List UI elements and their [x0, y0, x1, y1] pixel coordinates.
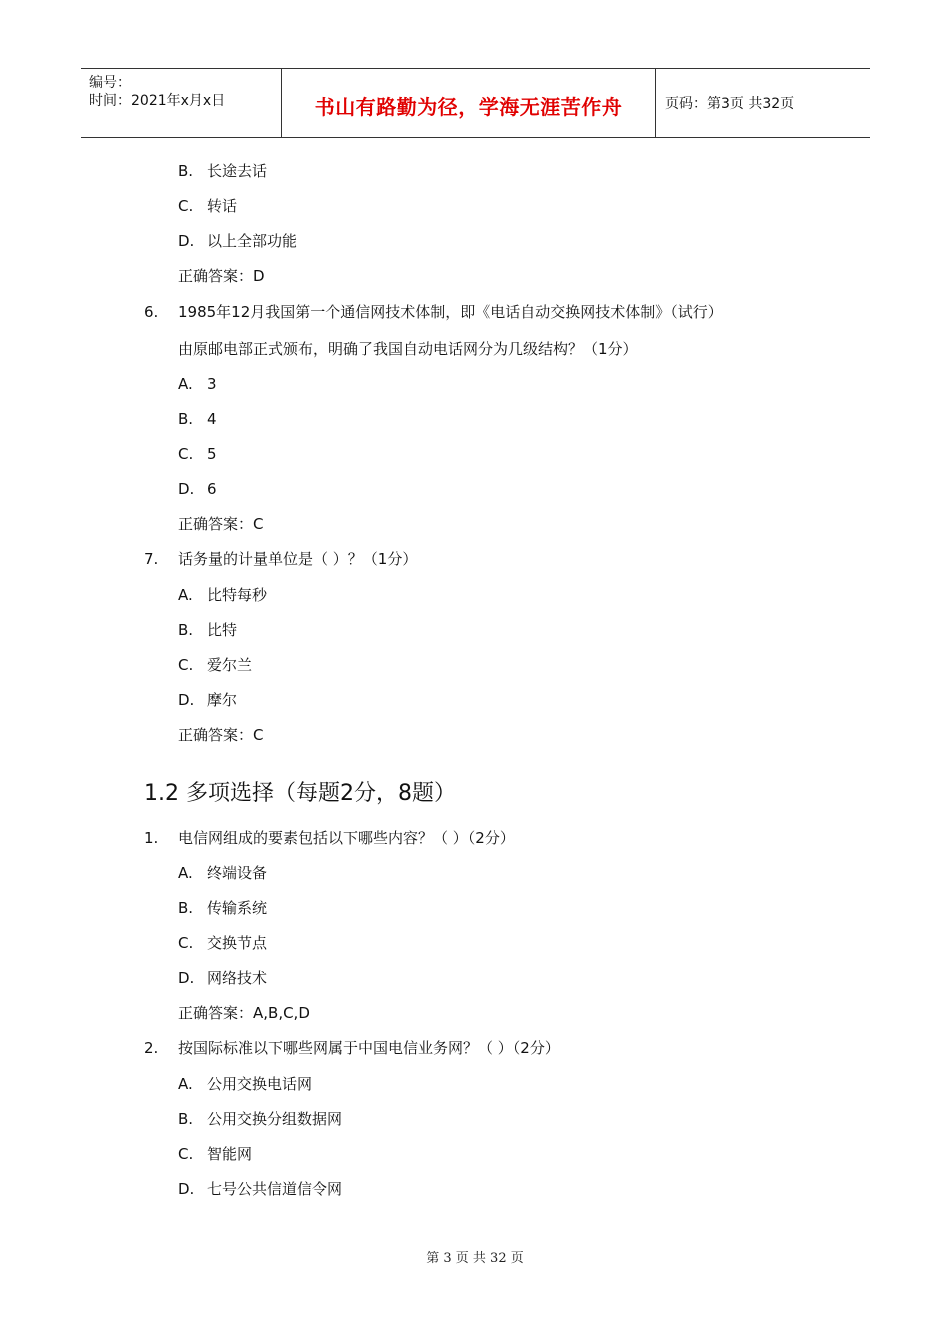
option-text: 七号公共信道信令网 — [207, 1180, 343, 1198]
option-text: 交换节点 — [207, 934, 268, 952]
option-letter: A. — [178, 864, 193, 882]
correct-answer: 正确答案：C — [178, 515, 264, 533]
question-text: 由原邮电部正式颁布，明确了我国自动电话网分为几级结构？（1分） — [178, 340, 638, 358]
option-text: 爱尔兰 — [207, 656, 253, 674]
option-text: 网络技术 — [207, 969, 268, 987]
option-letter: D. — [178, 969, 195, 987]
option-text: 终端设备 — [207, 864, 268, 882]
option-text: 比特 — [207, 621, 238, 639]
option-text: 4 — [207, 410, 217, 428]
number-label: 编号： — [89, 75, 131, 91]
option-text: 转话 — [207, 197, 238, 215]
option-text: 公用交换电话网 — [207, 1075, 313, 1093]
option-letter: D. — [178, 1180, 195, 1198]
option-text: 传输系统 — [207, 899, 268, 917]
question-text: 1985年12月我国第一个通信网技术体制，即《电话自动交换网技术体制》（试行） — [178, 303, 723, 321]
question-text: 按国际标准以下哪些网属于中国电信业务网？（ ）（2分） — [178, 1039, 560, 1057]
page-header — [81, 68, 870, 138]
question-number: 2. — [144, 1039, 159, 1057]
correct-answer: 正确答案：C — [178, 726, 264, 744]
option-text: 5 — [207, 445, 217, 463]
option-letter: A. — [178, 375, 193, 393]
header-page-cell — [655, 69, 870, 137]
option-letter: B. — [178, 899, 194, 917]
option-letter: B. — [178, 1110, 194, 1128]
correct-answer: 正确答案：A,B,C,D — [178, 1004, 310, 1022]
header-meta-cell — [81, 69, 281, 137]
question-text: 话务量的计量单位是（ ）？（1分） — [178, 550, 418, 568]
page-number-label: 页码：第3页 共32页 — [665, 96, 795, 112]
option-text: 6 — [207, 480, 217, 498]
option-text: 智能网 — [207, 1145, 253, 1163]
section-heading: 1.2 多项选择（每题2分，8题） — [144, 781, 456, 806]
option-text: 摩尔 — [207, 691, 238, 709]
option-letter: C. — [178, 656, 194, 674]
option-letter: C. — [178, 445, 194, 463]
option-text: 以上全部功能 — [207, 232, 298, 250]
option-letter: B. — [178, 162, 194, 180]
option-text: 公用交换分组数据网 — [207, 1110, 343, 1128]
option-letter: B. — [178, 621, 194, 639]
page-footer: 第 3 页 共 32 页 — [426, 1251, 524, 1266]
option-letter: D. — [178, 691, 195, 709]
option-text: 3 — [207, 375, 217, 393]
option-letter: C. — [178, 934, 194, 952]
correct-answer: 正确答案：D — [178, 267, 265, 285]
time-label: 时间：2021年x月x日 — [89, 93, 226, 109]
option-text: 比特每秒 — [207, 586, 268, 604]
option-letter: B. — [178, 410, 194, 428]
option-letter: C. — [178, 1145, 194, 1163]
option-text: 长途去话 — [207, 162, 268, 180]
option-letter: A. — [178, 586, 193, 604]
question-text: 电信网组成的要素包括以下哪些内容？（ ）（2分） — [178, 829, 515, 847]
option-letter: A. — [178, 1075, 193, 1093]
header-motto-cell — [281, 69, 656, 137]
question-number: 6. — [144, 303, 159, 321]
question-number: 1. — [144, 829, 159, 847]
question-number: 7. — [144, 550, 159, 568]
option-letter: D. — [178, 480, 195, 498]
motto: 书山有路勤为径，学海无涯苦作舟 — [314, 95, 623, 119]
option-letter: D. — [178, 232, 195, 250]
option-letter: C. — [178, 197, 194, 215]
